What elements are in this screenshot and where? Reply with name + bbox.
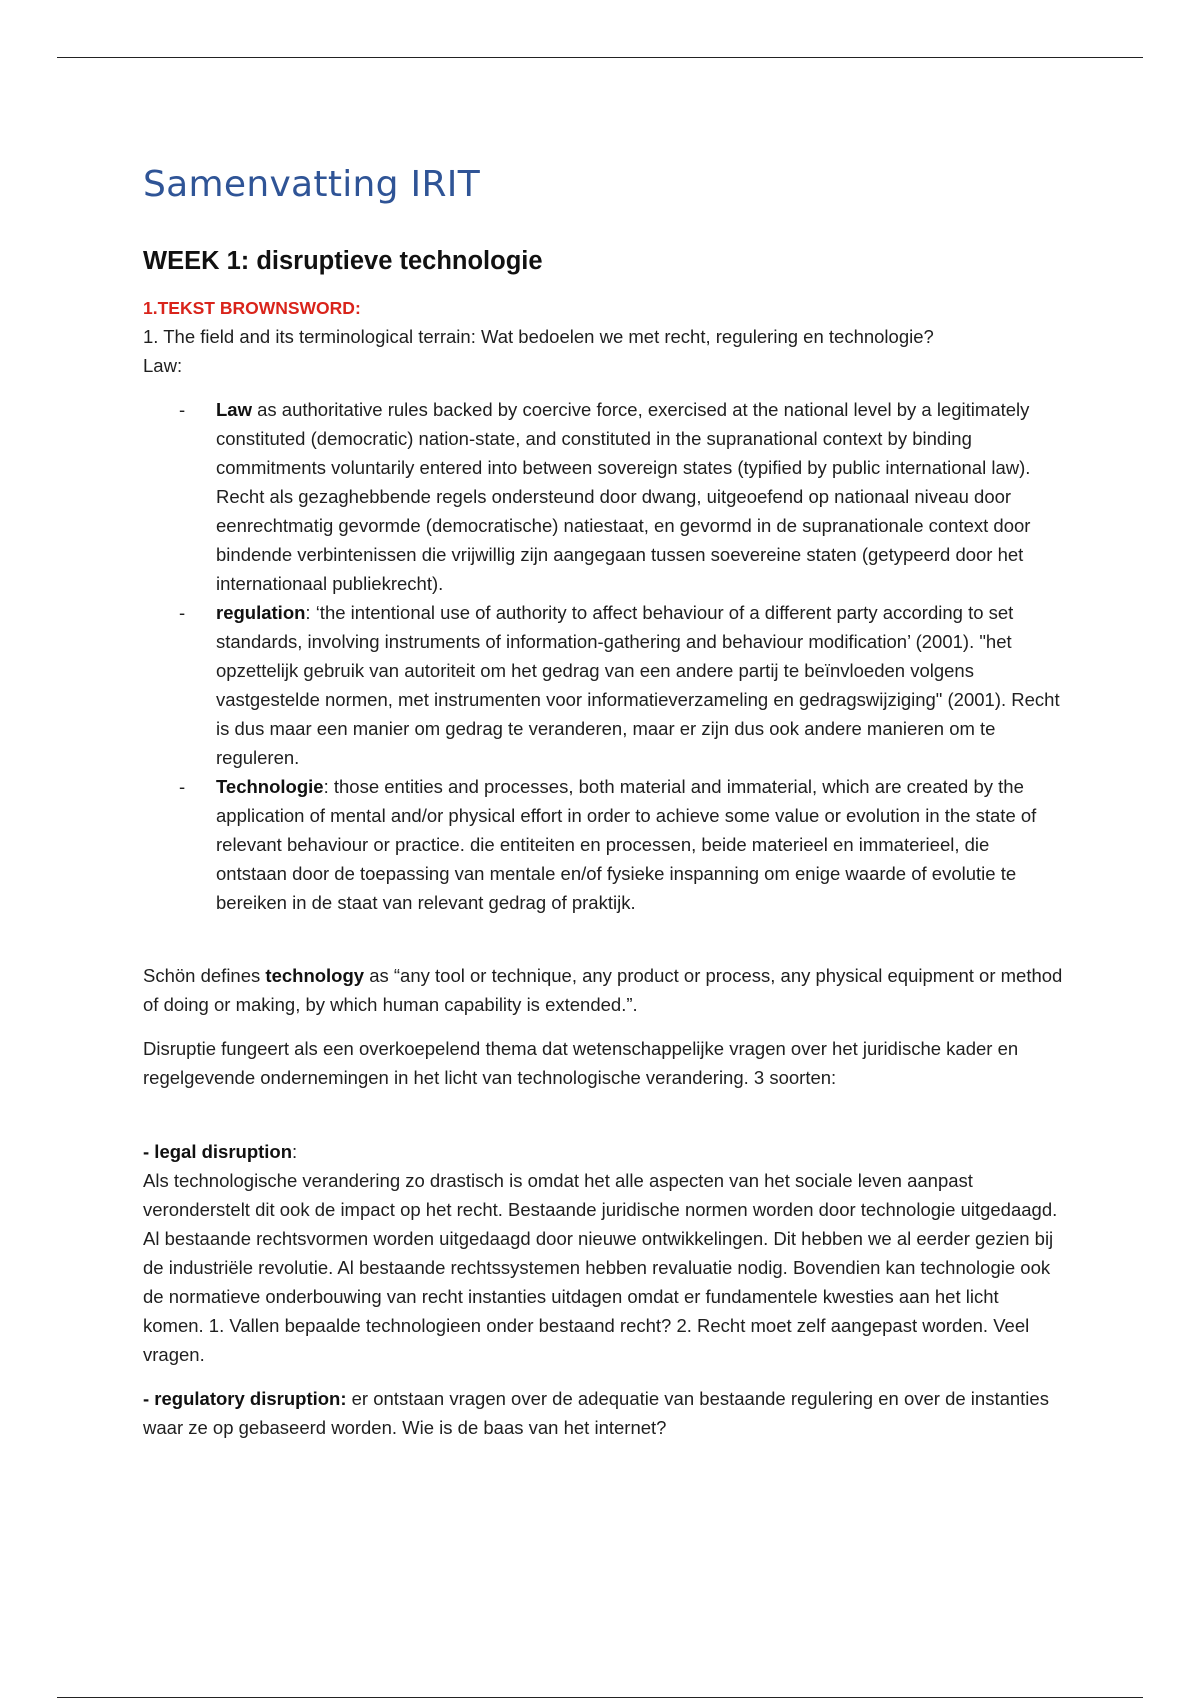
legal-disruption-colon: : [292, 1141, 298, 1162]
definitions-list [143, 395, 1063, 917]
top-rule [57, 57, 1143, 58]
schon-post: as “any tool or technique, any product or process, any physical equipment or method of doing or making, by which human capability is extended.”. [143, 965, 1063, 1015]
legal-disruption-heading [143, 1137, 1063, 1166]
definition-item-technologie [143, 772, 1063, 917]
schon-paragraph [143, 961, 1063, 1019]
regulatory-disruption-term: - regulatory disruption: [143, 1388, 347, 1409]
bottom-rule [57, 1697, 1143, 1698]
regulatory-disruption-paragraph [143, 1384, 1063, 1442]
bullet-dash: - [179, 776, 186, 797]
definition-text: : ‘the intentional use of authority to affect behaviour of a different party according to set standards, involving instruments of information-gathering and behaviour modification’ (2001). "het opzettelijk gebruik van autoriteit om het gedrag van een andere partij te beïnvloeden volgens vastgestelde normen, met instrumenten voor informatieverzameling en gedragswijziging" (2001). Recht is dus maar een manier om gedrag te veranderen, maar er zijn dus ook andere manieren om te reguleren. [216, 602, 1060, 768]
bullet-dash: - [179, 602, 186, 623]
document-title: Samenvatting IRIT [143, 164, 480, 205]
document-page [143, 160, 1063, 1442]
intro-line: 1. The field and its terminological terrain: Wat bedoelen we met recht, regulering en technologie? [143, 326, 934, 347]
schon-pre: Schön defines [143, 965, 266, 986]
definition-text: : those entities and processes, both material and immaterial, which are created by the application of mental and/or physical effort in order to achieve some value or evolution in the state of relevant behaviour or practice. die entiteiten en processen, beide materieel en immaterieel, die ontstaan door de toepassing van mentale en/of fysieke inspanning om enige waarde of evolutie te bereiken in de staat van relevant gedrag of praktijk. [216, 776, 1037, 913]
regulatory-disruption-text: er ontstaan vragen over de adequatie van bestaande regulering en over de instanties waar ze op gebaseerd worden. Wie is de baas van het internet? [143, 1388, 1049, 1438]
definition-term: regulation [216, 602, 306, 623]
section-label: 1.TEKST BROWNSWORD: [143, 298, 361, 318]
definition-item-law [143, 395, 1063, 598]
law-label: Law: [143, 355, 183, 376]
definition-term: Law [216, 399, 252, 420]
legal-disruption-term: - legal disruption [143, 1141, 293, 1162]
legal-disruption-text: Als technologische verandering zo drastisch is omdat het alle aspecten van het sociale leven aanpast veronderstelt dit ook de impact op het recht. Bestaande juridische normen worden door technologie uitgedaagd. Al bestaande rechtsvormen worden uitgedaagd door nieuwe ontwikkelingen. Dit hebben we al eerder gezien bij de industriële revolutie. Al bestaande rechtssystemen hebben revaluatie nodig. Bovendien kan technologie ook de normatieve onderbouwing van recht instanties uitdagen omdat er fundamentele kwesties aan het licht komen. 1. Vallen bepaalde technologieen onder bestaand recht? 2. Recht moet zelf aangepast worden. Veel vragen. [143, 1170, 1058, 1365]
week-heading: WEEK 1: disruptieve technologie [143, 247, 543, 275]
disruptie-paragraph: Disruptie fungeert als een overkoepelend thema dat wetenschappelijke vragen over het juridische kader en regelgevende ondernemingen in het licht van technologische verandering. 3 soorten: [143, 1038, 1019, 1088]
definition-term: Technologie [216, 776, 324, 797]
definition-text: as authoritative rules backed by coercive force, exercised at the national level by a legitimately constituted (democratic) nation-state, and constituted in the supranational context by binding commitments voluntarily entered into between sovereign states (typified by public international law). Recht als gezaghebbende regels ondersteund door dwang, uitgeoefend op nationaal niveau door eenrechtmatig gevormde (democratische) natiestaat, en gevormd in de supranationale context door bindende verbintenissen die vrijwillig zijn aangegaan tussen soevereine staten (getypeerd door het internationaal publiekrecht). [216, 399, 1031, 594]
definition-item-regulation [143, 598, 1063, 772]
bullet-dash: - [179, 399, 186, 420]
schon-term: technology [265, 965, 365, 986]
